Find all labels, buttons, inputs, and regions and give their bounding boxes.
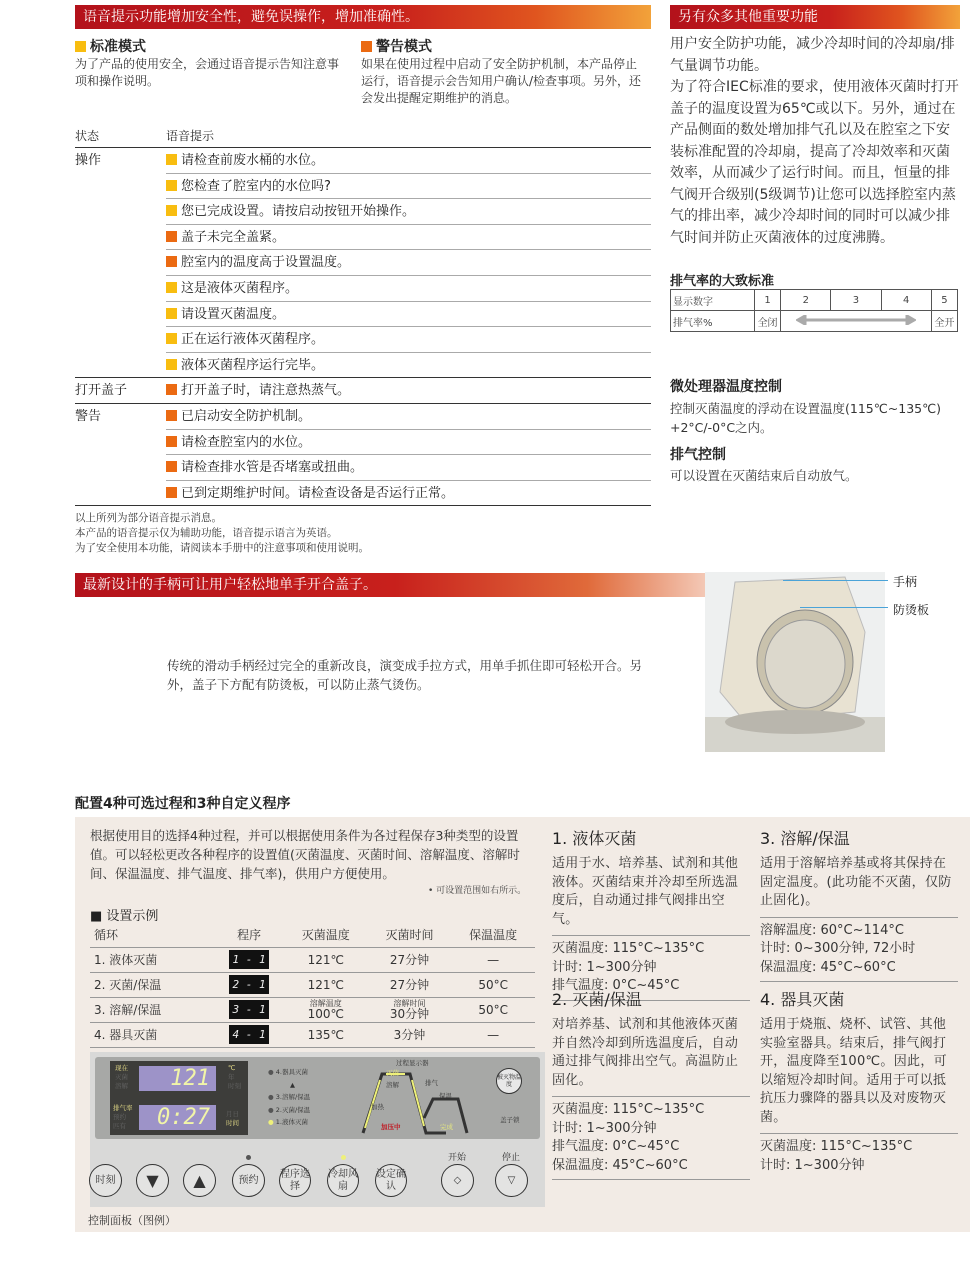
state-label: 打开盖子 — [75, 383, 128, 399]
time-label: 溶解时间 — [393, 999, 426, 1008]
config-title: 配置4种可选过程和3种自定义程序 — [75, 796, 291, 812]
temp — [284, 1022, 368, 1047]
spec: 排气温度: 0°C~45°C — [552, 1139, 680, 1154]
yellow-square-icon — [166, 333, 177, 344]
program-lcd: 3 - 1 — [229, 1000, 269, 1019]
yellow-square-icon — [166, 359, 177, 370]
prompt-text: 请检查前废水桶的水位。 — [181, 153, 325, 168]
prompt-text: 液体灭菌程序运行完毕。 — [181, 357, 325, 373]
num: 5 — [931, 290, 957, 311]
lcd-right-bottom: 月日 时间 — [226, 1110, 239, 1127]
voice-row — [166, 301, 651, 327]
prompt — [166, 327, 324, 352]
voice-row — [166, 480, 651, 506]
keep-temp: 50°C — [451, 997, 535, 1022]
mode-column — [552, 987, 750, 1180]
time-value: 30分钟 — [389, 1007, 430, 1021]
up-button[interactable]: ▲ — [183, 1164, 216, 1197]
cycle: 3. 溶解/保温 — [90, 997, 214, 1022]
voice-row — [166, 249, 651, 275]
prompt-text: 您已完成设置。请按启动按钮开始操作。 — [181, 204, 416, 220]
orange-square-icon — [166, 410, 177, 421]
mode-title: 4. 器具灭菌 — [760, 990, 845, 1009]
num: 1 — [755, 290, 781, 311]
time — [368, 1022, 452, 1047]
header: 循环 — [90, 922, 214, 947]
prompt — [166, 225, 285, 250]
note: 以上所列为部分语音提示消息。 — [75, 512, 222, 524]
lcd-right-top: ℃ 年 时刻 — [228, 1064, 241, 1090]
vent-text: 可以设置在灭菌结束后自动放气。 — [670, 468, 858, 483]
temp — [284, 972, 368, 997]
lcd-temperature: 121 — [139, 1066, 216, 1091]
mode-specs — [760, 1134, 958, 1179]
header: 保温温度 — [451, 922, 535, 947]
note: 本产品的语音提示仅为辅助功能，语音提示语言为英语。 — [75, 527, 338, 539]
num: 4 — [881, 290, 931, 311]
mode-title: 2. 灭菌/保温 — [552, 990, 642, 1009]
mode-desc: 对培养基、试剂和其他液体灭菌并自然冷却到所选温度后，自动通过排气阀排出空气。高温防止固化。 — [552, 1016, 750, 1097]
double-arrow-icon — [781, 311, 932, 332]
handle-text: 传统的滑动手柄经过完全的重新改良，演变成手拉方式，用单手抓住即可轻松开合。另外，盖子下方配有防烫板，可以防止蒸气烫伤。 — [167, 658, 643, 692]
stop-label: 停止 — [502, 1153, 521, 1163]
temp-value: 100℃ — [307, 1007, 344, 1021]
prompt — [166, 430, 311, 455]
header: 程序 — [214, 922, 284, 947]
spec: 保温温度: 45°C~60°C — [760, 959, 896, 975]
prompt-text: 请检查排水管是否堵塞或扭曲。 — [181, 460, 364, 476]
voice-row — [166, 173, 651, 199]
note: 为了安全使用本功能，请阅读本手册中的注意事项和使用说明。 — [75, 542, 369, 554]
spec: 计时: 1~300分钟 — [760, 1157, 865, 1173]
header: 灭菌时间 — [368, 922, 452, 947]
keep-temp: — — [451, 1022, 535, 1047]
object-temp-button[interactable]: 被灭物温度 — [496, 1068, 522, 1094]
col-state: 状态 — [75, 129, 100, 143]
mode-desc: 适用于水、培养基、试剂和其他液体。灭菌结束并冷却至所选温度后，自动通过排气阀排出空气。 — [552, 855, 750, 936]
mode-column — [552, 826, 750, 1001]
prompt-text: 打开盖子时，请注意热蒸气。 — [181, 383, 351, 399]
prompt-text: 腔室内的温度高于设置温度。 — [181, 255, 351, 271]
prompt — [166, 148, 324, 173]
other-features-text — [670, 34, 962, 249]
down-button[interactable]: ▼ — [136, 1164, 169, 1197]
exhaust-title: 排气率的大致标准 — [670, 274, 775, 289]
start-button[interactable]: ◇ — [441, 1164, 474, 1197]
prompt — [166, 174, 331, 199]
warning-mode-text: 如果在使用过程中启动了安全防护机制，本产品停止运行，语音提示会告知用户确认/检查事项。另外，还会发出提醒定期维护的消息。 — [361, 57, 642, 105]
panel-caption: 控制面板（图例） — [88, 1214, 176, 1227]
temp-value: 121℃ — [307, 952, 344, 967]
yellow-square-icon — [166, 205, 177, 216]
mode-title: 3. 溶解/保温 — [760, 829, 850, 848]
mode-desc: 适用于烧瓶、烧杯、试管、其他实验室器具。结束后，排气阀打开，温度降至100℃。因此，可以缩短冷却时间。适用于可以抵抗压力骤降的器具以及对废物灭菌。 — [760, 1016, 958, 1134]
voice-row — [166, 326, 651, 352]
exhaust-table — [670, 289, 958, 332]
standard-mode-text: 为了产品的使用安全，会通过语音提示告知注意事项和操作说明。 — [75, 57, 340, 88]
voice-banner: 语音提示功能增加安全性，避免误操作，增加准确性。 — [75, 5, 651, 29]
spec: 灭菌温度: 115°C~135°C — [552, 1102, 705, 1117]
spec: 计时: 0~300分钟, 72小时 — [760, 941, 916, 956]
settings-row — [90, 1022, 535, 1047]
indicator-led — [246, 1155, 251, 1160]
label-handle: 手柄 — [893, 575, 918, 589]
prompt-text: 已到定期维护时间。请检查设备是否运行正常。 — [181, 485, 455, 501]
prompt-text: 请检查腔室内的水位。 — [181, 434, 312, 450]
yellow-square-icon — [166, 180, 177, 191]
cooling-fan-button[interactable]: 冷却风扇 — [327, 1164, 359, 1197]
mode-title: 1. 液体灭菌 — [552, 829, 637, 848]
micro-title: 微处理器温度控制 — [670, 379, 782, 395]
mode-specs — [552, 1097, 750, 1180]
voice-row — [166, 429, 651, 455]
prompt — [166, 404, 311, 429]
num: 2 — [781, 290, 831, 311]
orange-square-icon — [166, 384, 177, 395]
mode-column — [760, 987, 958, 1179]
warning-mode-title: 警告模式 — [376, 39, 432, 55]
config-intro: 根据使用目的选择4种过程，并可以根据使用条件为各过程保存3种类型的设置值。可以轻松更改各种程序的设置值(灭菌温度、灭菌时间、溶解温度、溶解时间、保温温度、排气温度、排气率)，供用户方便使用。 — [90, 828, 520, 881]
cycle: 4. 器具灭菌 — [90, 1022, 214, 1047]
yellow-square-icon — [166, 308, 177, 319]
voice-row — [166, 454, 651, 480]
program-lcd: 2 - 1 — [229, 975, 269, 994]
orange-square-icon — [166, 461, 177, 472]
keep-temp: 50°C — [451, 972, 535, 997]
prompt — [166, 276, 298, 301]
voice-row — [166, 224, 651, 250]
temp-value: 135℃ — [307, 1027, 344, 1042]
header: 灭菌温度 — [284, 922, 368, 947]
program — [214, 1022, 284, 1047]
lcd-left-top: 现在 灭菌 溶解 — [115, 1064, 128, 1090]
voice-row — [166, 198, 651, 224]
prompt-text: 请设置灭菌温度。 — [181, 306, 286, 322]
voice-row — [75, 377, 651, 403]
prompt-text: 您检查了腔室内的水位吗? — [181, 178, 331, 194]
set-confirm-button[interactable]: 设定确认 — [375, 1164, 407, 1197]
voice-row — [166, 275, 651, 301]
prompt — [166, 455, 363, 480]
time — [368, 972, 452, 997]
clock-button[interactable]: 时刻 — [89, 1164, 122, 1197]
spec: 灭菌温度: 115°C~135°C — [760, 1139, 913, 1154]
col-prompt: 语音提示 — [166, 129, 215, 143]
mode-desc: 适用于溶解培养基或将其保持在固定温度。(此功能不灭菌，仅防止固化)。 — [760, 855, 958, 918]
range-note: • 可设置范围如右所示。 — [428, 886, 527, 896]
prompt — [166, 353, 324, 378]
time — [368, 997, 452, 1022]
temp — [284, 947, 368, 972]
indicator-led — [341, 1155, 346, 1160]
settings-table — [90, 922, 535, 1048]
temp-label: 溶解温度 — [309, 999, 342, 1008]
prompt-text: 已启动安全防护机制。 — [181, 409, 312, 424]
orange-square-icon — [361, 41, 372, 52]
lcd-left-bottom: 排气率 预约 匹有 — [113, 1104, 133, 1130]
prompt — [166, 378, 350, 403]
row-label: 排气率% — [671, 311, 755, 332]
start-label: 开始 — [448, 1153, 467, 1163]
settings-row — [90, 972, 535, 997]
program — [214, 972, 284, 997]
time-value: 27分钟 — [389, 977, 430, 992]
handle-banner: 最新设计的手柄可让用户轻松地单手开合盖子。 — [75, 573, 715, 597]
voice-row — [166, 352, 651, 378]
orange-square-icon — [166, 436, 177, 447]
prompt-text: 正在运行液体灭菌程序。 — [181, 332, 325, 348]
voice-row — [75, 403, 651, 429]
orange-square-icon — [166, 487, 177, 498]
closed: 全闭 — [755, 311, 781, 332]
process-indicator: 过程显示器 灭菌 溶解 加热 排气 保温 加压中 完成 — [355, 1058, 485, 1138]
spec: 计时: 1~300分钟 — [552, 959, 657, 975]
orange-square-icon — [166, 256, 177, 267]
lcd-time: 0:27 — [139, 1105, 216, 1130]
spec: 保温温度: 45°C~60°C — [552, 1157, 688, 1173]
state-label: 警告 — [75, 409, 102, 424]
num: 3 — [831, 290, 881, 311]
program-lcd: 1 - 1 — [229, 950, 269, 969]
time-value: 27分钟 — [389, 952, 430, 967]
state-label: 操作 — [75, 153, 102, 168]
spec: 灭菌温度: 115°C~135°C — [552, 941, 705, 956]
settings-row — [90, 997, 535, 1022]
mode-column — [760, 826, 958, 982]
prompt — [166, 481, 454, 506]
temp-value: 121℃ — [307, 977, 344, 992]
cycle: 2. 灭菌/保温 — [90, 972, 214, 997]
program-lcd: 4 - 1 — [229, 1025, 269, 1044]
yellow-square-icon — [166, 282, 177, 293]
spec: 排气温度: 0°C~45°C — [552, 978, 680, 993]
voice-notes — [75, 511, 369, 556]
prompt-text: 这是液体灭菌程序。 — [181, 281, 299, 296]
stop-button[interactable]: ▽ — [495, 1164, 528, 1197]
temp — [284, 997, 368, 1022]
program-select-button[interactable]: 程序选择 — [279, 1164, 311, 1197]
cycle-indicators: ● 4.器具灭菌 ▲ ● 3.溶解/保温 ● 2.灭菌/保温 ● 1.液体灭菌 — [268, 1068, 311, 1126]
open: 全开 — [931, 311, 957, 332]
prompt — [166, 250, 350, 275]
example-title: ■ 设置示例 — [90, 909, 159, 924]
warning-mode — [361, 36, 646, 107]
time-value: 3分钟 — [393, 1027, 426, 1042]
standard-mode — [75, 36, 345, 90]
yellow-square-icon — [75, 41, 86, 52]
prompt — [166, 199, 415, 224]
program — [214, 947, 284, 972]
label-plate: 防烫板 — [893, 603, 930, 617]
settings-row — [90, 947, 535, 972]
keep-temp: — — [451, 947, 535, 972]
other-features-banner: 另有众多其他重要功能 — [670, 5, 960, 29]
yellow-square-icon — [166, 154, 177, 165]
time — [368, 947, 452, 972]
row-label: 显示数字 — [671, 290, 755, 311]
program — [214, 997, 284, 1022]
autoclave-image — [705, 572, 885, 752]
voice-row — [75, 147, 651, 173]
mode-specs — [760, 918, 958, 983]
orange-square-icon — [166, 231, 177, 242]
paragraph: 用户安全防护功能，减少冷却时间的冷却扇/排气量调节功能。 — [670, 36, 955, 74]
paragraph: 为了符合IEC标准的要求，使用液体灭菌时打开盖子的温度设置为65℃或以下。另外，通过在产品侧面的数处增加排气孔以及在腔室之下安装标准配置的冷却扇，提高了冷却效率和灭菌效率，从而减少了运行时间。而且，恒量的排气阀开合级别(5级调节)让您可以选择腔室内蒸气的排出率，减少冷却时间的同时可以减少排气时间并防止灭菌液体的过度沸腾。 — [670, 79, 959, 246]
micro-text: 控制灭菌温度的浮动在设置温度(115℃~135℃) +2°C/-0°C之内。 — [670, 401, 942, 435]
cycle: 1. 液体灭菌 — [90, 947, 214, 972]
reserve-button[interactable]: 预约 — [232, 1164, 265, 1197]
prompt-text: 盖子未完全盖紧。 — [181, 229, 286, 245]
prompt — [166, 302, 285, 327]
spec: 计时: 1~300分钟 — [552, 1120, 657, 1136]
spec: 溶解温度: 60°C~114°C — [760, 922, 904, 938]
vent-title: 排气控制 — [670, 447, 726, 463]
lid-lock-label: 盖子锁 — [500, 1116, 520, 1124]
standard-mode-title: 标准模式 — [90, 39, 146, 55]
